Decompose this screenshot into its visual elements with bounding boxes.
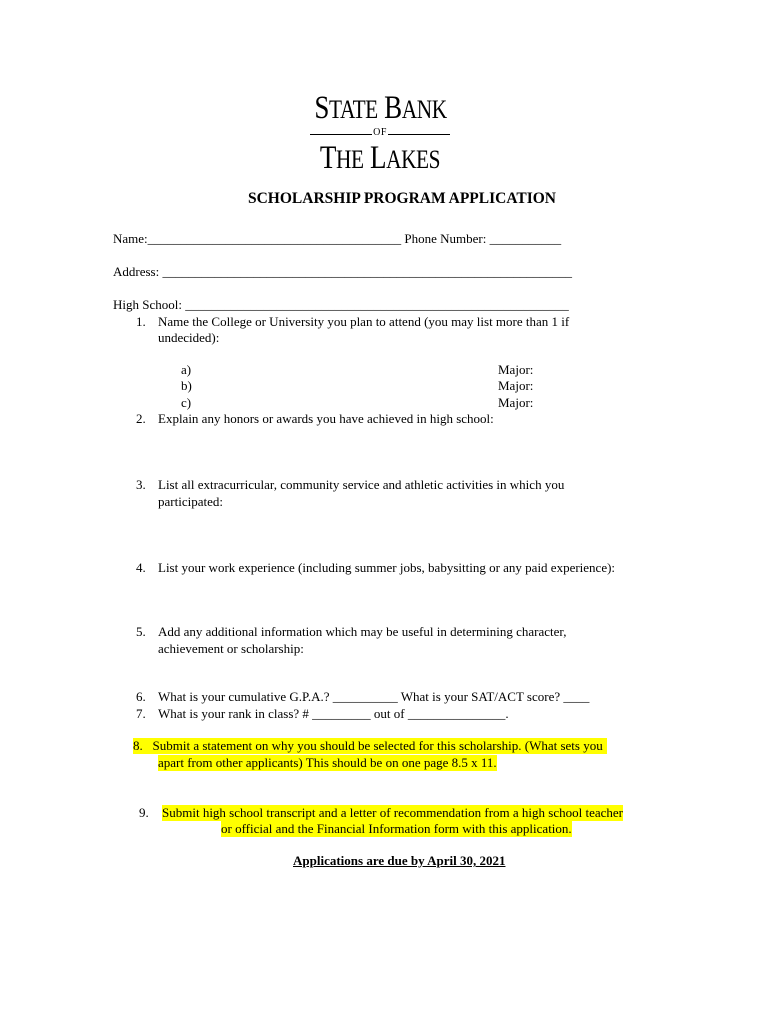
bank-logo [300,92,460,178]
q2-number: 2. [136,411,146,426]
q9-text-line2: or official and the Financial Information form with this application. [221,821,572,836]
q7-text[interactable]: What is your rank in class? # _________ out of _______________. [158,706,509,721]
q3-text-line1: List all extracurricular, community service and athletic activities in which you [158,477,565,492]
option-a-major: Major: [498,362,534,377]
q8-text-line2: apart from other applicants) This should be on one page 8.5 x 11. [158,755,497,770]
address-field[interactable]: Address: _______________________________________________________________ [113,264,572,279]
q4-text: List your work experience (including summer jobs, babysitting or any paid experience): [158,560,616,575]
q5-text-line1: Add any additional information which may be useful in determining character, [158,624,567,639]
q9-number: 9. [139,805,149,820]
q4-number: 4. [136,560,146,575]
high-school-field[interactable]: High School: ___________________________________________________________ [113,297,569,312]
option-b-major: Major: [498,378,534,393]
page-title: SCHOLARSHIP PROGRAM APPLICATION [247,190,557,207]
q5-number: 5. [136,624,146,639]
q1-text-line1: Name the College or University you plan to attend (you may list more than 1 if [158,314,570,329]
logo-line1: STATE BANK [314,90,447,126]
q8-line1 [133,738,607,754]
q9-text-line1: Submit high school transcript and a letter of recommendation from a high school teacher [162,805,624,820]
q7-number: 7. [136,706,146,721]
q3-number: 3. [136,477,146,492]
q1-number: 1. [136,314,146,329]
q5-text-line2: achievement or scholarship: [158,641,304,656]
option-a-letter: a) [181,362,192,377]
q8-number: 8. [133,738,143,753]
name-phone-field[interactable]: Name:_______________________________________ Phone Number: ___________ [113,231,562,246]
option-b-letter: b) [181,378,192,393]
option-c-major: Major: [498,395,534,410]
q3-text-line2: participated: [158,494,223,509]
due-date: Applications are due by April 30, 2021 [293,853,506,868]
q6-number: 6. [136,689,146,704]
option-c-letter: c) [181,395,192,410]
logo-line3: THE LAKES [319,140,441,176]
q6-text[interactable]: What is your cumulative G.P.A.? __________ What is your SAT/ACT score? ____ [158,689,590,704]
q8-text-line1: Submit a statement on why you should be selected for this scholarship. (What sets you [152,738,603,753]
q1-text-line2: undecided): [158,330,220,345]
logo-of: OF [300,126,460,142]
q2-text: Explain any honors or awards you have achieved in high school: [158,411,494,426]
